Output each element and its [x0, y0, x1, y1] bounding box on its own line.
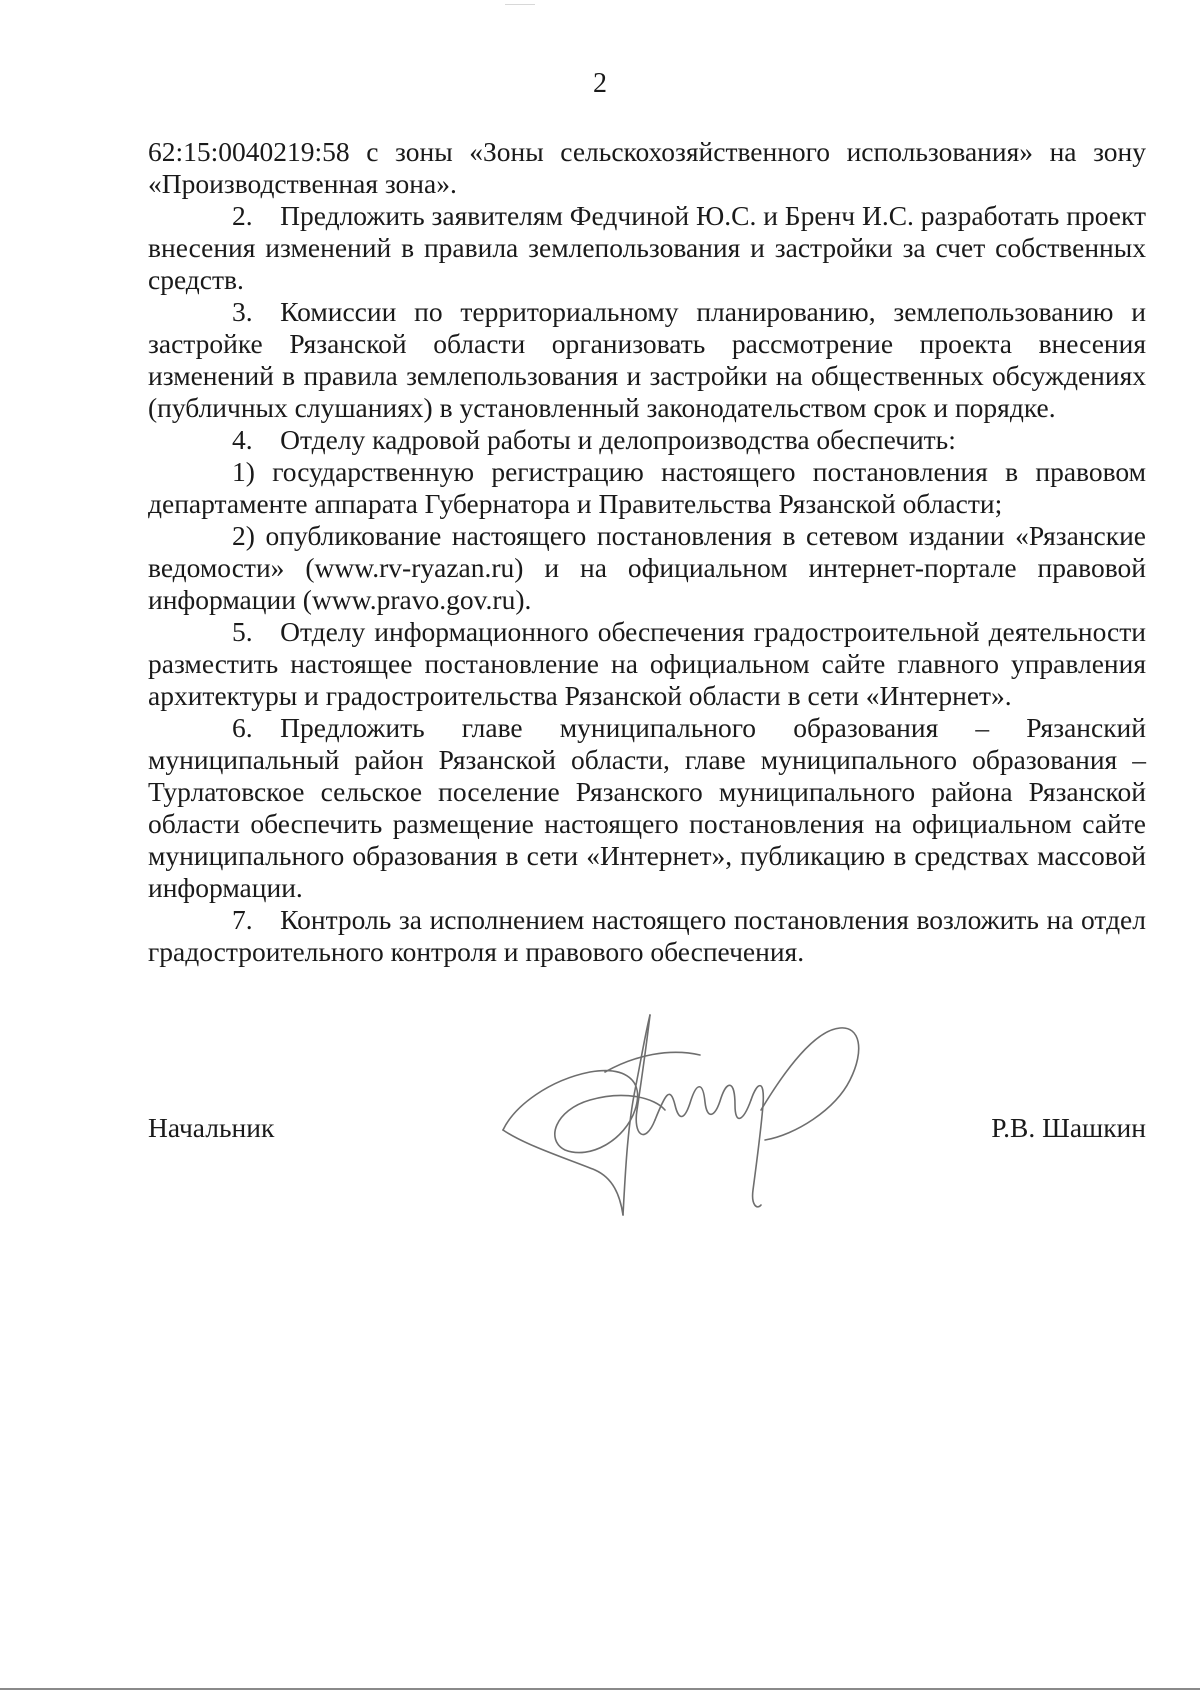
paragraph-2: 2. Предложить заявителям Федчиной Ю.С. и Бренч И.С. разработать проект внесения изменений в правила землепользования и застройки за счет собственных средств.: [148, 200, 1146, 295]
signer-title: Начальник: [148, 1112, 275, 1143]
paragraph-1-continuation: 62:15:0040219:58 с зоны «Зоны сельскохозяйственного использования» на зону «Производственная зона».: [148, 136, 1146, 199]
paragraph-4-item-1: 1) государственную регистрацию настоящего постановления в правовом департаменте аппарата Губернатора и Правительства Рязанской области;: [148, 456, 1146, 519]
paragraph-4: 4. Отделу кадровой работы и делопроизводства обеспечить:: [232, 424, 956, 455]
paragraph-4-item-2: 2) опубликование настоящего постановления в сетевом издании «Рязанские ведомости» (www.rv-ryazan.ru) и на официальном интернет-портале правовой информации (www.pravo.gov.ru).: [148, 520, 1146, 615]
document-body: [148, 136, 1146, 968]
scan-bottom-edge: [0, 1688, 1200, 1690]
scan-artifact-mark: [505, 4, 535, 5]
paragraph-6: 6. Предложить главе муниципального образования – Рязанский муниципальный район Рязанской области, главе муниципального образования – Турлатовское сельское поселение Рязанского муниципального района Рязанской области обеспечить размещение настоящего постановления на официальном сайте муниципального образования в сети «Интернет», публикацию в средствах массовой информации.: [148, 712, 1146, 903]
signer-name: Р.В. Шашкин: [991, 1112, 1146, 1143]
paragraph-3: 3. Комиссии по территориальному планированию, землепользованию и застройке Рязанской области организовать рассмотрение проекта внесения изменений в правила землепользования и застройки на общественных обсуждениях (публичных слушаниях) в установленный законодательством срок и порядке.: [148, 296, 1146, 423]
page-number: 2: [593, 68, 607, 99]
paragraph-5: 5. Отделу информационного обеспечения градостроительной деятельности разместить настоящее постановление на официальном сайте главного управления архитектуры и градостроительства Рязанской области в сети «Интернет».: [148, 616, 1146, 711]
handwritten-signature: [495, 1010, 915, 1225]
paragraph-7: 7. Контроль за исполнением настоящего постановления возложить на отдел градостроительного контроля и правового обеспечения.: [148, 904, 1146, 967]
